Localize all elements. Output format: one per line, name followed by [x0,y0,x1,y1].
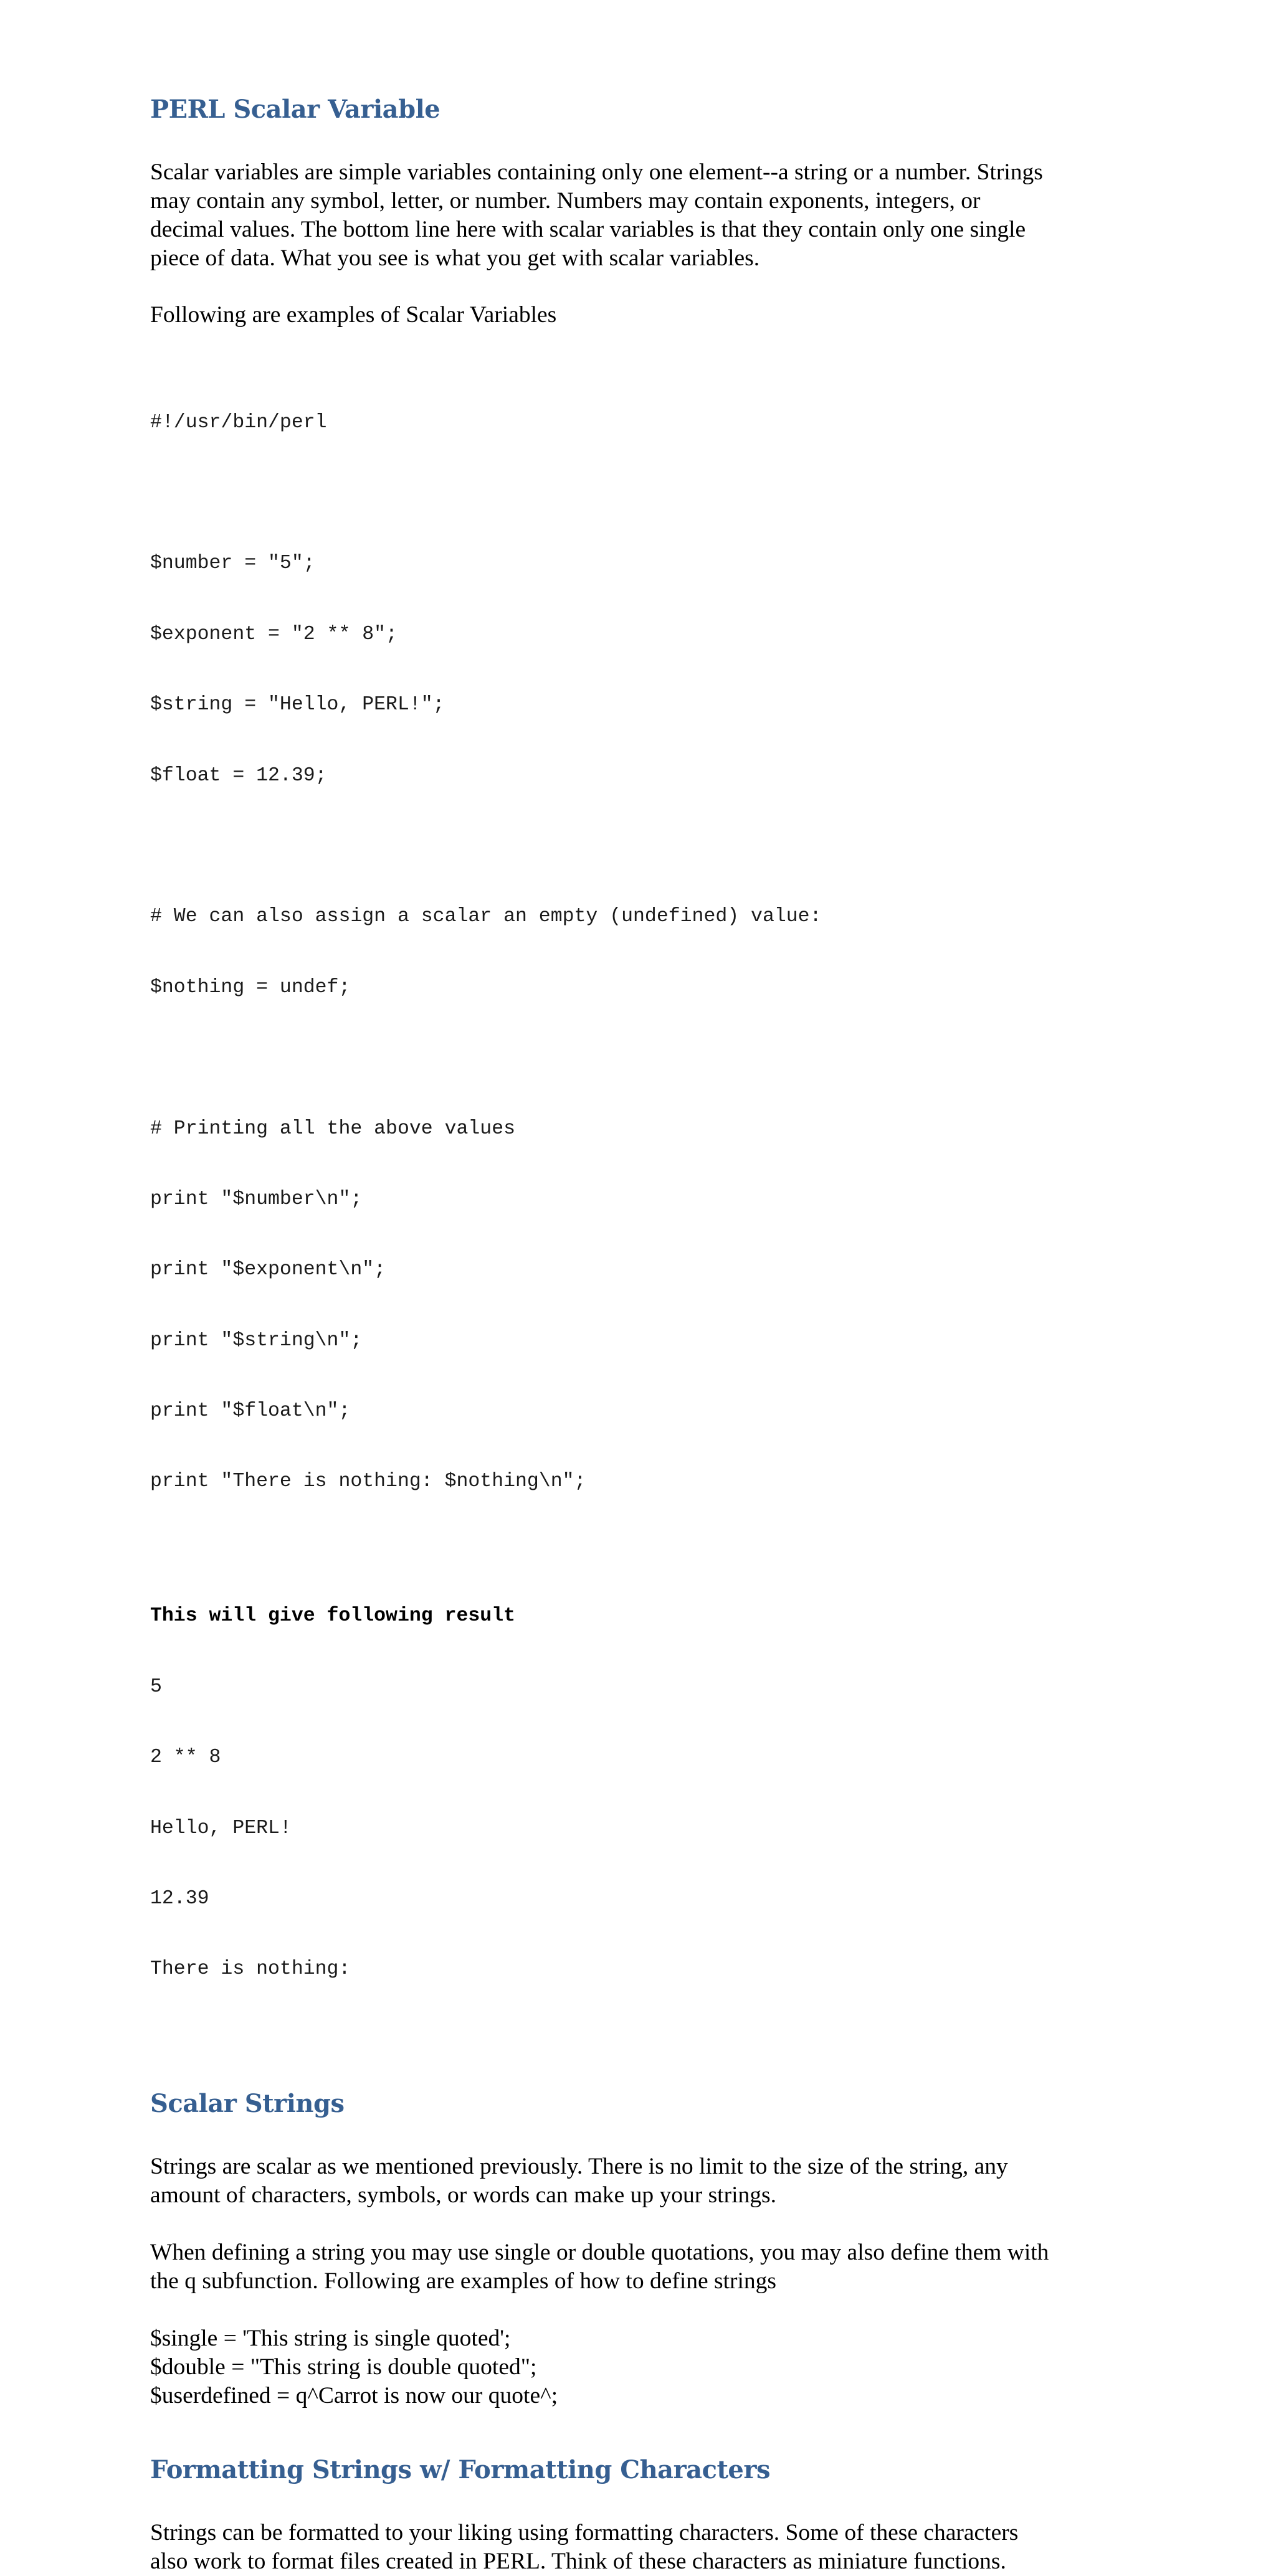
code-line: $float = 12.39; [150,764,327,787]
string-example-line: $double = "This string is double quoted"; [150,2354,537,2380]
string-example-line: $single = 'This string is single quoted'; [150,2325,511,2351]
code-line: print "$exponent\n"; [150,1259,386,1281]
document-content [150,93,1147,2576]
string-example-line: $userdefined = q^Carrot is now our quote^; [150,2382,558,2408]
paragraph-examples-label: Following are examples of Scalar Variables [150,302,557,328]
code-line: print "$float\n"; [150,1400,351,1423]
code-line: # We can also assign a scalar an empty (undefined) value: [150,906,822,928]
paragraph-line: the q subfunction. Following are examples of how to define strings [150,2268,777,2294]
paragraph-line: Strings are scalar as we mentioned previously. There is no limit to the size of the string, any [150,2153,1008,2179]
paragraph-line: Strings can be formatted to your liking using formatting characters. Some of these characters [150,2519,1019,2545]
paragraph-line: also work to format files created in PERL. Think of these characters as miniature functions. [150,2548,1006,2574]
paragraph-line: amount of characters, symbols, or words can make up your strings. [150,2182,776,2208]
code-line [150,1046,1147,1070]
result-line: 12.39 [150,1888,209,1910]
paragraph-line: piece of data. What you see is what you get with scalar variables. [150,245,760,271]
paragraph-line: Scalar variables are simple variables containing only one element--a string or a number. Strings [150,159,1043,185]
result-line: There is nothing: [150,1958,351,1981]
section-heading-scalar-strings: Scalar Strings [150,2088,345,2118]
paragraph-line: When defining a string you may use single or double quotations, you may also define them with [150,2239,1049,2265]
section-heading-formatting-strings: Formatting Strings w/ Formatting Characters [150,2455,770,2484]
paragraph-string-definition [150,2238,1147,2296]
section-heading-perl-scalar-variable: PERL Scalar Variable [150,95,440,124]
code-line: print "There is nothing: $nothing\n"; [150,1470,586,1493]
code-line: $exponent = "2 ** 8"; [150,623,398,645]
code-line: $nothing = undef; [150,976,351,998]
code-line: print "$string\n"; [150,1329,363,1352]
code-block-scalar-examples [150,364,1147,1541]
code-line: #!/usr/bin/perl [150,411,327,433]
paragraph-strings-intro [150,2152,1147,2210]
paragraph-line: decimal values. The bottom line here with scalar variables is that they contain only one single [150,217,1026,242]
paragraph-line: may contain any symbol, letter, or number. Numbers may contain exponents, integers, or [150,188,981,214]
string-examples [150,2324,1147,2410]
paragraph-scalar-intro [150,158,1147,273]
result-label: This will give following result [150,1605,515,1627]
result-line: 5 [150,1675,162,1698]
code-line: $number = "5"; [150,552,315,575]
code-line: $string = "Hello, PERL!"; [150,694,445,716]
code-line: # Printing all the above values [150,1117,515,1140]
code-block-result [150,1558,1147,2029]
result-line: Hello, PERL! [150,1817,292,1839]
paragraph-formatting-intro [150,2519,1147,2576]
code-line: print "$number\n"; [150,1188,363,1210]
result-line: 2 ** 8 [150,1746,221,1769]
code-line [150,835,1147,858]
code-line [150,481,1147,505]
